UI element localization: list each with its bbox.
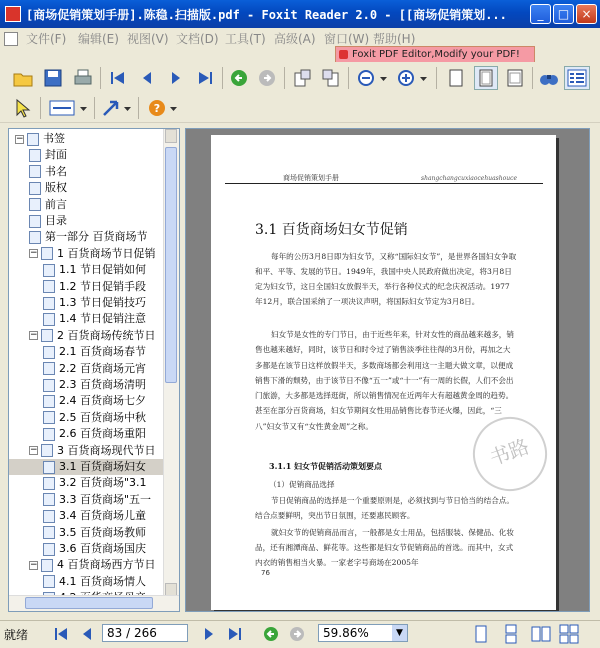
bookmark-label: 版权 <box>45 181 67 195</box>
bookmark-page-icon <box>41 444 53 457</box>
sidebar-hscroll-thumb[interactable] <box>25 597 153 609</box>
find-icon[interactable] <box>538 67 560 89</box>
bookmark-label: 3.4 百货商场儿童 <box>59 509 146 523</box>
text-select-dropdown-icon[interactable] <box>78 97 90 119</box>
pdf-page <box>211 135 556 610</box>
help-dropdown-icon[interactable] <box>168 97 180 119</box>
status-back-icon[interactable] <box>260 623 282 645</box>
bookmark-item[interactable] <box>9 164 180 180</box>
bookmark-page-icon <box>43 362 55 375</box>
main-area <box>0 122 600 618</box>
bookmark-label: 前言 <box>45 197 67 211</box>
rotate-right-icon[interactable] <box>320 67 342 89</box>
toolbar-separator <box>284 67 285 89</box>
fit-page-icon[interactable] <box>474 66 498 90</box>
main-toolbar <box>0 62 600 95</box>
menu-bar <box>0 28 600 48</box>
status-text: 就绪 <box>4 628 29 642</box>
bookmark-page-icon <box>29 215 41 228</box>
bookmark-item[interactable] <box>9 361 180 377</box>
bookmark-label: 1.2 节日促销手段 <box>59 279 146 293</box>
promo-text: Foxit PDF Editor,Modify your PDF! <box>352 49 520 60</box>
help-icon[interactable] <box>146 97 168 119</box>
status-last-page-icon[interactable] <box>224 623 246 645</box>
toolbar-separator <box>348 67 349 89</box>
page-number-field[interactable]: 83 / 266 <box>102 624 188 642</box>
bookmark-item[interactable] <box>9 508 180 524</box>
bookmark-page-icon <box>43 395 55 408</box>
bookmark-item[interactable] <box>9 213 180 229</box>
bookmark-page-icon <box>43 379 55 392</box>
page-paragraph: 妇女节是女性的专门节日，由于近些年来，针对女性的商品越来越多，销售也越来越好，同时，该节日和时令过了销售淡季往往得的3月份，再加之大多都是在该节日这样放假半天，多数商场都会利用这一主题大做文章，以便成销售下滑的颓势，由于该节日不像“五一”或“十一”有一周的长假，人们不会出门旅游，大多都是选择逛街，所以销售情况在近两年大有超越黄金周的趋势。甚至在部分百货商场，妇女节期间女性用品销售比春节还火爆，因此，“三八”妇女节又有“女性黄金周”之称。 <box>255 330 514 431</box>
scroll-up-arrow-icon[interactable] <box>165 129 177 143</box>
bookmark-page-icon <box>43 428 55 441</box>
bookmark-item[interactable] <box>9 262 180 278</box>
text-select-icon[interactable] <box>48 97 76 119</box>
collapse-toggle-icon[interactable]: − <box>16 133 24 144</box>
bookmark-item[interactable] <box>9 311 180 327</box>
menu-edit[interactable]: 编辑(E) <box>78 32 119 46</box>
open-icon[interactable] <box>12 67 34 89</box>
document-view[interactable] <box>185 128 590 612</box>
bookmark-label: 3.1 百货商场妇女 <box>59 460 146 473</box>
bookmark-page-icon <box>43 346 55 359</box>
bookmarks-root-icon <box>27 133 39 146</box>
zoom-dropdown-icon[interactable]: ▼ <box>392 625 407 641</box>
toolbar-separator <box>100 67 101 89</box>
collapse-toggle-icon[interactable]: − <box>30 559 38 570</box>
menu-advanced[interactable]: 高级(A) <box>274 32 316 46</box>
bookmark-page-icon <box>43 411 55 424</box>
bookmark-item[interactable] <box>9 328 180 344</box>
bookmark-label: 1.1 节日促销如何 <box>59 263 146 277</box>
status-first-page-icon[interactable] <box>50 623 72 645</box>
bookmark-label: 书签 <box>43 132 65 145</box>
rotate-left-icon[interactable] <box>291 67 313 89</box>
toolbar-separator <box>138 97 139 119</box>
bookmark-item[interactable] <box>9 426 180 442</box>
page-number: 76 <box>261 569 270 577</box>
subsection-title: （1）促销商品选择 <box>269 480 335 489</box>
bookmark-page-icon <box>43 297 55 310</box>
bookmark-item[interactable] <box>9 180 180 196</box>
bookmark-label: 1 百货商场节日促销 <box>57 246 156 260</box>
bookmark-item[interactable] <box>9 147 180 163</box>
menu-window[interactable]: 窗口(W) <box>324 32 370 46</box>
first-page-icon[interactable] <box>107 67 129 89</box>
bookmark-label: 封面 <box>45 148 67 162</box>
next-page-icon[interactable] <box>165 67 187 89</box>
bookmark-item[interactable] <box>9 557 180 573</box>
go-forward-icon[interactable] <box>256 67 278 89</box>
save-icon[interactable] <box>42 67 64 89</box>
watermark-stamp: 书路 <box>463 407 558 502</box>
toolbar-separator <box>94 97 95 119</box>
bookmark-item[interactable] <box>9 377 180 393</box>
zoom-field[interactable] <box>318 624 408 642</box>
bookmark-page-icon <box>43 526 55 539</box>
bookmark-item[interactable] <box>9 410 180 426</box>
actual-size-icon[interactable] <box>445 67 467 89</box>
menu-tools[interactable]: 工具(T) <box>225 32 266 46</box>
status-bar <box>0 620 600 646</box>
zoom-out-icon[interactable] <box>356 67 378 89</box>
bookmark-item[interactable] <box>9 525 180 541</box>
bookmark-item[interactable] <box>9 229 180 245</box>
bookmark-page-icon <box>29 165 41 178</box>
bookmark-label: 1.4 节日促销注意 <box>59 312 146 326</box>
menu-help[interactable]: 帮助(H) <box>373 32 416 46</box>
bookmark-page-icon <box>41 247 53 260</box>
bookmark-item[interactable] <box>9 574 180 590</box>
page-paragraph: 就妇女节的促销商品而言，一般都是女士用品，包括服装、保健品、化妆品，还有湘潭商品、鲜花等。这些都是妇女节促销商品的首选。而其中，女式内衣的销售相当火暴。一家老字号商场在2005年 <box>255 528 514 567</box>
bookmark-label: 3.3 百货商场"五一 <box>59 492 152 506</box>
bookmark-label: 2.3 百货商场清明 <box>59 378 146 391</box>
bookmark-label: 2.6 百货商场重阳 <box>59 427 146 441</box>
status-forward-icon[interactable] <box>286 623 308 645</box>
toolbar-separator <box>532 67 533 89</box>
bookmark-label: 目录 <box>45 214 67 227</box>
bookmark-page-icon <box>29 198 41 211</box>
bookmark-item[interactable] <box>9 492 180 508</box>
bookmark-page-icon <box>43 313 55 326</box>
status-previous-page-icon[interactable] <box>76 623 98 645</box>
bookmark-label: 4 百货商场西方节日 <box>57 558 156 572</box>
menu-view[interactable]: 视图(V) <box>127 32 169 46</box>
bookmark-item[interactable] <box>9 131 175 147</box>
bookmark-label: 3 百货商场现代节日 <box>57 443 156 457</box>
bookmark-item[interactable] <box>9 459 180 475</box>
bookmark-page-icon <box>29 149 41 162</box>
bookmark-label: 3.2 百货商场"3.1 <box>59 476 147 490</box>
foxit-icon <box>339 50 348 59</box>
header-rule <box>225 183 543 184</box>
bookmark-page-icon <box>43 575 55 588</box>
sidebar-horizontal-scrollbar[interactable] <box>9 595 179 611</box>
bookmark-label: 3.5 百货商场教师 <box>59 525 146 539</box>
last-page-icon[interactable] <box>194 67 216 89</box>
bookmark-item[interactable] <box>9 295 180 311</box>
bookmark-item[interactable] <box>9 246 180 262</box>
continuous-view-icon[interactable] <box>500 623 522 645</box>
bookmark-page-icon <box>43 510 55 523</box>
zoom-out-dropdown-icon[interactable] <box>378 67 390 89</box>
app-icon <box>5 6 21 22</box>
chapter-title: 3.1 百货商场妇女节促销 <box>255 222 408 238</box>
bookmark-page-icon <box>41 559 53 572</box>
page-header-right: shangchangcuxiaocehuashouce <box>421 175 517 182</box>
go-back-icon[interactable] <box>228 67 250 89</box>
continuous-facing-view-icon[interactable] <box>558 623 580 645</box>
section-title: 3.1.1 妇女节促销活动策划要点 <box>269 461 383 471</box>
bookmark-label: 2.4 百货商场七夕 <box>59 394 146 408</box>
arrow-annotation-icon[interactable] <box>100 97 122 119</box>
collapse-toggle-icon[interactable]: − <box>30 445 38 456</box>
bookmark-item[interactable] <box>9 279 180 295</box>
bookmark-item[interactable] <box>9 393 180 409</box>
window-title: [商场促销策划手册].陈稳.扫描版.pdf - Foxit Reader 2.0 - [[商场促销策划... <box>26 8 507 22</box>
bookmark-label: 2.1 百货商场春节 <box>59 345 146 359</box>
maximize-button[interactable]: □ <box>553 4 574 24</box>
page-paragraph: 节日促销商品的选择是一个重要原则是，必须找到与节日恰当的结合点。结合点要鲜明，突出节日氛围，还要惠民顾客。 <box>255 496 514 520</box>
zoom-in-icon[interactable] <box>396 67 418 89</box>
bookmark-label: 2 百货商场传统节日 <box>57 328 156 342</box>
bookmark-label: 4.1 百货商场情人 <box>59 574 146 588</box>
bookmark-page-icon <box>29 231 41 244</box>
bookmark-item[interactable] <box>9 541 180 557</box>
collapse-toggle-icon[interactable]: − <box>30 330 38 341</box>
bookmark-page-icon <box>43 264 55 277</box>
print-icon[interactable] <box>72 67 94 89</box>
svg-text:?: ? <box>153 102 161 115</box>
page-header-left: 商场促销策划手册 <box>283 174 339 182</box>
secondary-toolbar <box>0 94 600 123</box>
bookmark-page-icon <box>41 329 53 342</box>
bookmarks-panel-icon[interactable] <box>564 66 590 90</box>
bookmark-page-icon <box>43 280 55 293</box>
bookmark-label: 2.5 百货商场中秋 <box>59 410 146 424</box>
bookmark-item[interactable] <box>9 197 180 213</box>
toolbar-separator <box>40 97 41 119</box>
bookmark-label: 2.2 百货商场元宵 <box>59 361 146 375</box>
close-button[interactable]: × <box>576 4 597 24</box>
bookmark-page-icon <box>43 493 55 506</box>
fit-width-icon[interactable] <box>504 67 526 89</box>
bookmark-page-icon <box>43 461 55 474</box>
bookmark-label: 3.6 百货商场国庆 <box>59 542 146 555</box>
title-bar <box>0 0 600 28</box>
bookmark-page-icon <box>29 182 41 195</box>
menu-file[interactable]: 文件(F) <box>26 32 67 46</box>
bookmark-item[interactable] <box>9 443 180 459</box>
toolbar-separator <box>222 67 223 89</box>
facing-view-icon[interactable] <box>530 623 552 645</box>
annotation-dropdown-icon[interactable] <box>122 97 134 119</box>
previous-page-icon[interactable] <box>136 67 158 89</box>
bookmark-item[interactable] <box>9 344 180 360</box>
page-paragraph: 每年的公历3月8日即为妇女节，又称“国际妇女节”，是世界各国妇女争取和平、平等、发展的节日。1949年，我国中央人民政府做出决定，将3月8日定为妇女节，这日全国妇女放假半天，举行各种仪式的纪念庆祝活动。1977年12月，联合国采纳了一项决议声明，将国际妇女节定为3月8日。 <box>255 252 517 306</box>
menu-document[interactable]: 文档(D) <box>176 32 219 46</box>
collapse-toggle-icon[interactable]: − <box>30 248 38 259</box>
toolbar-separator <box>436 67 437 89</box>
document-icon <box>4 32 18 46</box>
zoom-value: 59.86% <box>323 626 369 640</box>
single-page-view-icon[interactable] <box>470 623 492 645</box>
zoom-in-dropdown-icon[interactable] <box>418 67 430 89</box>
sidebar-scroll-thumb[interactable] <box>165 147 177 383</box>
select-cursor-icon[interactable] <box>12 97 34 119</box>
sidebar-vertical-scrollbar[interactable] <box>163 129 179 597</box>
minimize-button[interactable]: _ <box>530 4 551 24</box>
bookmark-label: 1.3 节日促销技巧 <box>59 296 146 309</box>
bookmark-page-icon <box>43 477 55 490</box>
bookmark-page-icon <box>43 543 55 556</box>
status-next-page-icon[interactable] <box>198 623 220 645</box>
bookmark-item[interactable] <box>9 475 180 491</box>
bookmark-label: 书名 <box>45 164 67 178</box>
bookmark-label: 第一部分 百货商场节 <box>45 230 148 244</box>
bookmarks-panel <box>8 128 180 612</box>
